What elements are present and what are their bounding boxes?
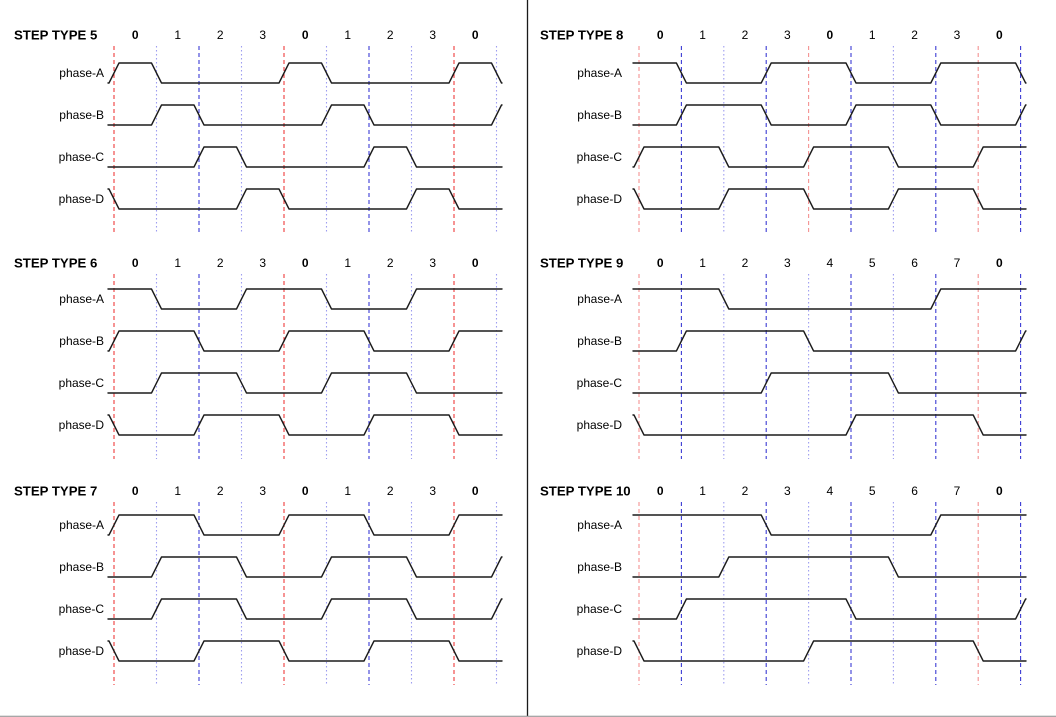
phase-label: phase-C [58, 150, 104, 164]
phase-B-waveform [633, 105, 1026, 125]
step-label: 7 [953, 484, 961, 498]
phase-A-waveform [633, 515, 1026, 535]
step-label: 1 [174, 484, 182, 498]
step-label: 7 [953, 256, 961, 270]
panel-title: STEP TYPE 7 [14, 483, 98, 499]
phase-D-waveform [108, 189, 502, 209]
panel-title: STEP TYPE 9 [540, 255, 624, 271]
step-label: 1 [699, 256, 706, 270]
step-label: 0 [656, 484, 664, 498]
phase-B-waveform [108, 331, 502, 351]
step-label: 0 [996, 28, 1003, 42]
step-label: 0 [826, 28, 834, 42]
step-label: 2 [216, 484, 224, 498]
phase-C-waveform [633, 373, 1026, 393]
panel-title: STEP TYPE 6 [14, 255, 98, 271]
step-label: 1 [344, 256, 352, 270]
step-label: 2 [386, 484, 394, 498]
step-label: 3 [953, 28, 961, 42]
step-label: 0 [471, 256, 479, 270]
step-label: 1 [699, 484, 706, 498]
phase-label: phase-D [58, 418, 104, 432]
step-label: 1 [174, 256, 182, 270]
step-type-7-panel [14, 484, 502, 686]
step-label: 0 [131, 28, 139, 42]
phase-D-waveform [633, 415, 1026, 435]
panel-title: STEP TYPE 5 [14, 27, 98, 43]
step-label: 3 [259, 256, 267, 270]
step-label: 0 [996, 256, 1003, 270]
phase-A-waveform [108, 515, 502, 535]
phase-label: phase-A [577, 66, 622, 80]
step-label: 0 [656, 256, 664, 270]
phase-D-waveform [108, 641, 502, 661]
phase-label: phase-C [576, 376, 622, 390]
step-label: 5 [868, 256, 876, 270]
step-label: 2 [386, 256, 394, 270]
step-label: 1 [868, 28, 876, 42]
phase-label: phase-C [576, 150, 622, 164]
step-label: 0 [471, 28, 479, 42]
phase-label: phase-B [59, 334, 104, 348]
phase-label: phase-A [59, 518, 104, 532]
step-type-9-panel [540, 256, 1026, 460]
panel-title: STEP TYPE 8 [540, 27, 624, 43]
step-label: 2 [216, 256, 224, 270]
step-label: 3 [784, 28, 791, 42]
step-type-8-panel [540, 28, 1026, 234]
phase-label: phase-A [577, 518, 622, 532]
phase-label: phase-B [59, 108, 104, 122]
step-label: 0 [301, 484, 309, 498]
step-label: 2 [741, 256, 749, 270]
phase-D-waveform [633, 189, 1026, 209]
phase-D-waveform [108, 415, 502, 435]
step-type-6-panel [14, 256, 502, 460]
step-label: 3 [784, 484, 791, 498]
phase-A-waveform [633, 289, 1026, 309]
phase-label: phase-A [59, 66, 104, 80]
step-label: 4 [826, 484, 834, 498]
phase-A-waveform [108, 289, 502, 309]
step-label: 3 [429, 484, 437, 498]
phase-label: phase-D [576, 418, 622, 432]
phase-label: phase-B [577, 560, 622, 574]
phase-B-waveform [633, 331, 1026, 351]
step-label: 2 [216, 28, 224, 42]
step-label: 0 [131, 484, 139, 498]
step-label: 2 [911, 28, 918, 42]
step-label: 0 [996, 484, 1003, 498]
phase-label: phase-D [576, 644, 622, 658]
step-label: 3 [259, 484, 267, 498]
step-label: 0 [471, 484, 479, 498]
panel-title: STEP TYPE 10 [540, 483, 631, 499]
step-label: 6 [911, 256, 918, 270]
phase-label: phase-D [58, 644, 104, 658]
step-label: 0 [301, 256, 309, 270]
step-label: 0 [656, 28, 664, 42]
step-label: 1 [344, 28, 352, 42]
phase-B-waveform [108, 557, 502, 577]
step-type-10-panel [540, 484, 1026, 686]
step-label: 3 [429, 28, 437, 42]
step-label: 1 [699, 28, 706, 42]
phase-C-waveform [108, 373, 502, 393]
phase-label: phase-B [577, 334, 622, 348]
phase-C-waveform [108, 147, 502, 167]
phase-B-waveform [108, 105, 502, 125]
step-label: 3 [429, 256, 437, 270]
phase-C-waveform [108, 599, 502, 619]
phase-C-waveform [633, 599, 1026, 619]
phase-label: phase-B [577, 108, 622, 122]
step-label: 2 [386, 28, 394, 42]
step-label: 1 [174, 28, 182, 42]
step-type-5-panel [14, 28, 502, 234]
phase-A-waveform [633, 63, 1026, 83]
phase-label: phase-B [59, 560, 104, 574]
step-label: 4 [826, 256, 834, 270]
phase-label: phase-D [576, 192, 622, 206]
step-label: 0 [301, 28, 309, 42]
step-label: 0 [131, 256, 139, 270]
phase-label: phase-A [577, 292, 622, 306]
step-label: 3 [784, 256, 791, 270]
phase-label: phase-D [58, 192, 104, 206]
step-label: 1 [344, 484, 352, 498]
phase-D-waveform [633, 641, 1026, 661]
step-label: 3 [259, 28, 267, 42]
step-label: 5 [868, 484, 876, 498]
phase-A-waveform [108, 63, 502, 83]
step-label: 2 [741, 28, 749, 42]
phase-label: phase-A [59, 292, 104, 306]
step-label: 2 [741, 484, 749, 498]
phase-label: phase-C [576, 602, 622, 616]
step-label: 6 [911, 484, 918, 498]
phase-label: phase-C [58, 376, 104, 390]
phase-C-waveform [633, 147, 1026, 167]
phase-B-waveform [633, 557, 1026, 577]
phase-label: phase-C [58, 602, 104, 616]
